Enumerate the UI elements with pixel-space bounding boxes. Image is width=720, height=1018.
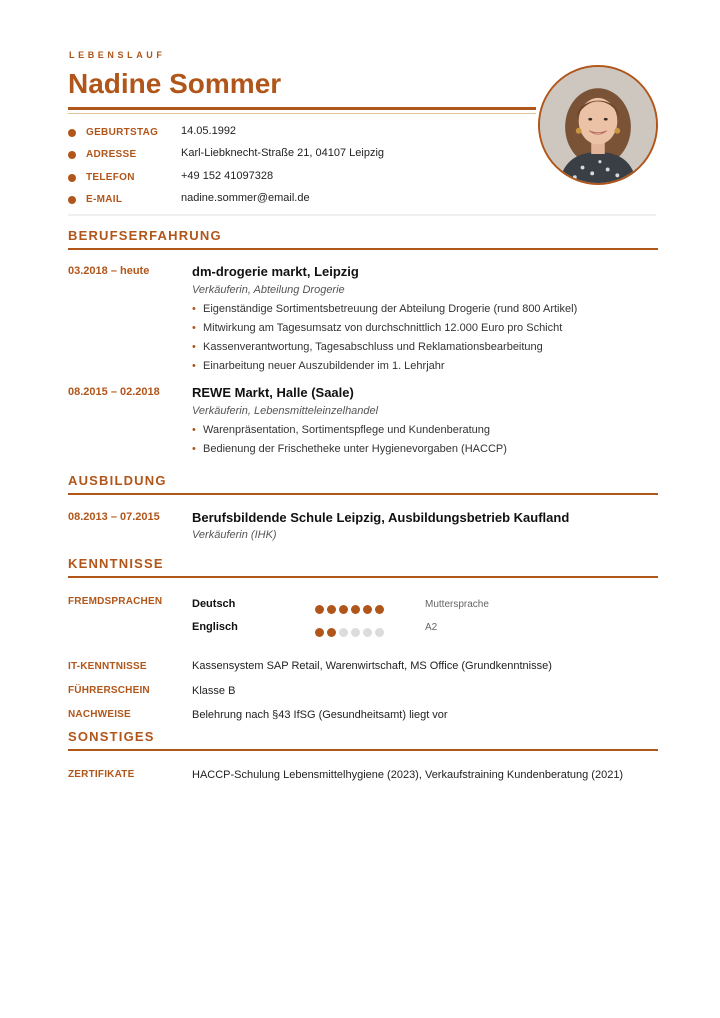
level-dot-icon [315, 628, 324, 637]
header-rule-thin [68, 113, 536, 114]
skill-value: Klasse B [192, 685, 236, 697]
personal-info-value: nadine.sommer@email.de [181, 192, 310, 204]
skill-value: HACCP-Schulung Lebensmittelhygiene (2023), Verkaufstraining Kundenberatung (2021) [192, 769, 624, 781]
entry-degree: Verkäuferin (IHK) [192, 529, 277, 541]
section-title-experience: BERUFSERFAHRUNG [68, 228, 222, 243]
level-dot-icon [375, 605, 384, 614]
level-dot-icon [339, 605, 348, 614]
section-title-other: SONSTIGES [68, 729, 155, 744]
level-dot-icon [351, 605, 360, 614]
level-dot-icon [351, 628, 360, 637]
skill-label-languages: FREMDSPRACHEN [68, 596, 163, 607]
personal-info-value: 14.05.1992 [181, 125, 237, 137]
entry-school: Berufsbildende Schule Leipzig, Ausbildungsbetrieb Kaufland [192, 510, 570, 525]
entry-date: 03.2018 – heute [68, 265, 150, 277]
entry-bullet [192, 443, 507, 455]
level-dot-icon [375, 628, 384, 637]
entry-bullet-text: Mitwirkung am Tagesumsatz von durchschnittlich 12.000 Euro pro Schicht [203, 322, 563, 334]
entry-bullet [192, 322, 562, 334]
skill-label: NACHWEISE [68, 709, 131, 720]
personal-info-row [68, 147, 538, 163]
bullet-icon: • [192, 360, 196, 372]
entry-bullet-text: Einarbeitung neuer Auszubildender im 1. Lehrjahr [203, 360, 445, 372]
skill-label: FÜHRERSCHEIN [68, 685, 150, 696]
entry-bullet-text: Eigenständige Sortimentsbetreuung der Abteilung Drogerie (rund 800 Artikel) [203, 303, 578, 315]
personal-info-value: Karl-Liebknecht-Straße 21, 04107 Leipzig [181, 147, 385, 159]
profile-photo [538, 65, 658, 185]
bullet-icon: • [192, 303, 196, 315]
skill-label: IT-KENNTNISSE [68, 661, 147, 672]
personal-info-row [68, 192, 538, 208]
bullet-dot-icon [68, 129, 76, 137]
language-level-text: Muttersprache [425, 599, 489, 610]
entry-bullet-text: Kassenverantwortung, Tagesabschluss und Reklamationsbearbeitung [203, 341, 543, 353]
personal-info-label: ADRESSE [86, 149, 137, 160]
personal-info-label: TELEFON [86, 172, 135, 183]
section-title-skills: KENNTNISSE [68, 556, 164, 571]
entry-bullet [192, 303, 577, 315]
language-name: Englisch [192, 621, 238, 633]
entry-role: Verkäuferin, Lebensmitteleinzelhandel [192, 405, 379, 417]
level-dot-icon [315, 605, 324, 614]
header-separator [68, 214, 656, 216]
entry-bullet [192, 360, 445, 372]
bullet-dot-icon [68, 151, 76, 159]
header-rule-thick [68, 107, 536, 110]
section-title-education: AUSBILDUNG [68, 473, 167, 488]
entry-bullet-text: Bedienung der Frischetheke unter Hygienevorgaben (HACCP) [203, 443, 507, 455]
section-rule [68, 576, 658, 578]
bullet-icon: • [192, 443, 196, 455]
section-rule [68, 248, 658, 250]
bullet-icon: • [192, 341, 196, 353]
profile-photo-illustration [540, 67, 656, 183]
bullet-dot-icon [68, 196, 76, 204]
skill-value: Belehrung nach §43 IfSG (Gesundheitsamt) liegt vor [192, 709, 448, 721]
candidate-name: Nadine Sommer [68, 68, 282, 99]
language-level-text: A2 [425, 622, 438, 633]
level-dot-icon [327, 605, 336, 614]
personal-info-row [68, 170, 538, 186]
document-kicker: LEBENSLAUF [69, 50, 166, 60]
section-rule [68, 493, 658, 495]
personal-info-label: E-MAIL [86, 194, 123, 205]
entry-role: Verkäuferin, Abteilung Drogerie [192, 284, 345, 296]
language-level-dots [315, 624, 395, 634]
section-rule [68, 749, 658, 751]
entry-date: 08.2013 – 07.2015 [68, 511, 160, 523]
level-dot-icon [363, 605, 372, 614]
entry-employer: REWE Markt, Halle (Saale) [192, 385, 354, 400]
entry-bullet [192, 424, 490, 436]
entry-employer: dm-drogerie markt, Leipzig [192, 264, 359, 279]
bullet-icon: • [192, 424, 196, 436]
skill-value: Kassensystem SAP Retail, Warenwirtschaft, MS Office (Grundkenntnisse) [192, 660, 552, 672]
personal-info-value: +49 152 41097328 [181, 170, 274, 182]
entry-bullet-text: Warenpräsentation, Sortimentspflege und Kundenberatung [203, 424, 491, 436]
level-dot-icon [339, 628, 348, 637]
entry-date: 08.2015 – 02.2018 [68, 386, 160, 398]
language-name: Deutsch [192, 598, 236, 610]
entry-bullet [192, 341, 543, 353]
personal-info-label: GEBURTSTAG [86, 127, 159, 138]
level-dot-icon [327, 628, 336, 637]
skill-label: ZERTIFIKATE [68, 769, 135, 780]
bullet-icon: • [192, 322, 196, 334]
language-level-dots [315, 601, 395, 611]
level-dot-icon [363, 628, 372, 637]
bullet-dot-icon [68, 174, 76, 182]
personal-info-row [68, 125, 538, 141]
